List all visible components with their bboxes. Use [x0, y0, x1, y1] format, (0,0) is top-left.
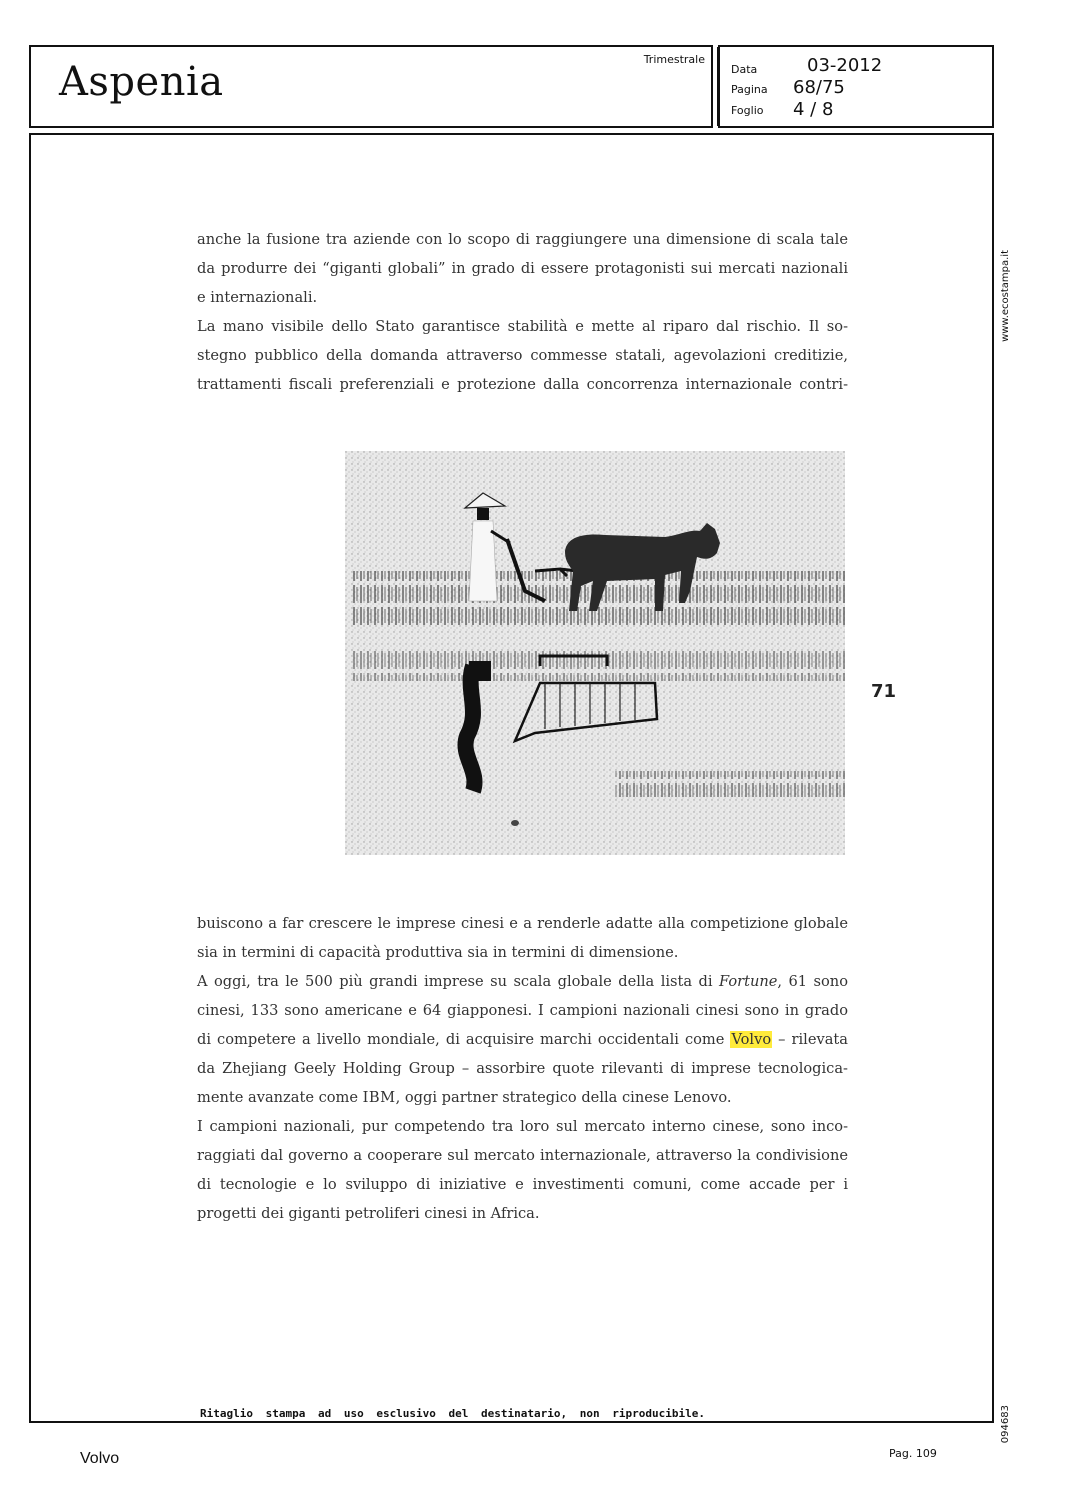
article-paragraph-1: [197, 225, 848, 399]
date-value: 03-2012: [807, 55, 883, 76]
text-line: [197, 1083, 848, 1112]
sheet-value: 4 / 8: [793, 99, 834, 120]
text-run: A oggi, tra le 500 più grandi imprese su scala globale della lista di: [197, 973, 720, 990]
text-line: anche la fusione tra aziende con lo scopo di raggiungere una dimensione di scala tale: [197, 231, 848, 248]
footer-keyword: Volvo: [80, 1450, 120, 1467]
text-line: di tecnologie e lo sviluppo di iniziative e investimenti comuni, come accade per i: [197, 1176, 848, 1193]
sheet-label: Foglio: [731, 104, 764, 117]
text-run: mente avanzate come: [197, 1089, 363, 1106]
text-line: I campioni nazionali, pur competendo tra loro sul mercato interno cinese, sono inco-: [197, 1118, 848, 1135]
text-line: trattamenti fiscali preferenziali e protezione dalla concorrenza internazionale contri-: [197, 376, 848, 393]
side-code-text: 094683: [1000, 1405, 1011, 1444]
text-line: da produrre dei “giganti globali” in grado di essere protagonisti sui mercati nazionali: [197, 260, 848, 277]
text-line: La mano visibile dello Stato garantisce stabilità e mette al riparo dal rischio. Il so-: [197, 318, 848, 335]
text-run: , oggi partner strategico della cinese Lenovo.: [395, 1089, 732, 1106]
text-run: – rilevata: [772, 1031, 848, 1048]
text-line: buiscono a far crescere le imprese cinesi e a renderle adatte alla competizione globale: [197, 915, 848, 932]
text-line: da Zhejiang Geely Holding Group – assorbire quote rilevanti di imprese tecnologica-: [197, 1060, 848, 1077]
text-line: progetti dei giganti petroliferi cinesi in Africa.: [197, 1205, 540, 1222]
text-line: [197, 967, 848, 996]
ibm-smallcaps: IBM: [362, 1089, 396, 1106]
text-run: di competere a livello mondiale, di acquisire marchi occidentali come: [197, 1031, 731, 1048]
text-line: stegno pubblico della domanda attraverso commesse statali, agevolazioni creditizie,: [197, 347, 848, 364]
text-run: , 61 sono: [777, 973, 848, 990]
stone-speck: [511, 820, 519, 826]
text-line: sia in termini di capacità produttiva sia in termini di dimensione.: [197, 944, 679, 961]
page-label: Pagina: [731, 83, 768, 96]
text-line: e internazionali.: [197, 289, 318, 306]
text-line: raggiati dal governo a cooperare sul mercato internazionale, attraverso la condivisione: [197, 1147, 848, 1164]
fortune-italic: Fortune: [719, 973, 778, 990]
text-line: cinesi, 133 sono americane e 64 giapponesi. I campioni nazionali cinesi sono in grado: [197, 1002, 848, 1019]
footer-page-number: Pag. 109: [889, 1447, 937, 1460]
header-meta-box: [718, 45, 994, 128]
footer-notice: Ritaglio stampa ad uso esclusivo del destinatario, non riproducibile.: [200, 1407, 705, 1420]
highlighted-keyword: Volvo: [731, 1031, 772, 1048]
side-url-text: www.ecostampa.it: [1000, 250, 1011, 342]
text-line: [197, 1025, 848, 1054]
date-label: Data: [731, 63, 758, 76]
ox-plough-illustration: [345, 451, 845, 855]
rice-row-lower: [615, 771, 845, 797]
article-paragraph-2: [197, 909, 848, 1228]
page-value: 68/75: [793, 77, 845, 98]
masthead-title: Aspenia: [59, 59, 224, 105]
page-number: 71: [871, 681, 897, 702]
header-masthead-box: [29, 45, 713, 128]
periodicity-label: Trimestrale: [643, 53, 705, 66]
